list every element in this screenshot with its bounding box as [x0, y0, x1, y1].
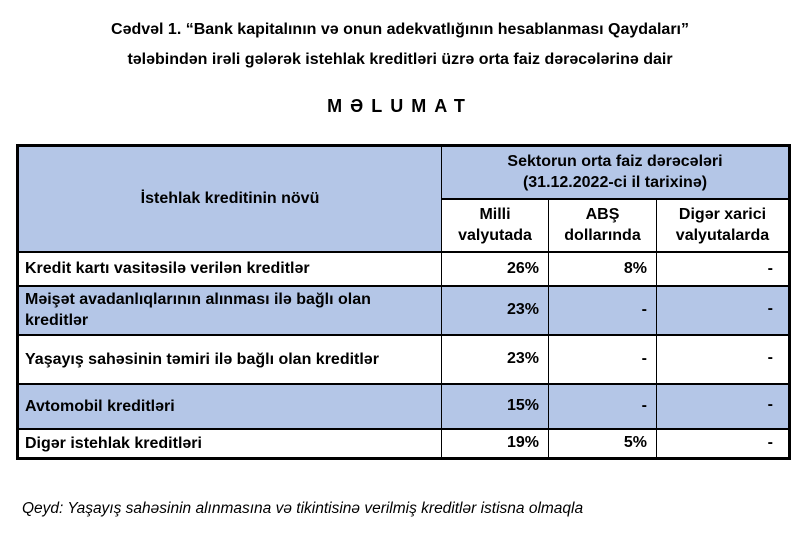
table-row [18, 429, 790, 459]
page-title-line1: Cədvəl 1. “Bank kapitalının və onun adekvatlığının hesablanması Qaydaları” [111, 21, 689, 38]
usd-value-cell: 5% [549, 429, 657, 459]
milli-value-cell: 23% [442, 286, 549, 335]
column-header-group-line2: (31.12.2022-ci il tarixinə) [522, 174, 708, 192]
milli-value-cell: 26% [442, 252, 549, 286]
other-value-cell: - [657, 286, 790, 335]
milli-value-cell: 23% [442, 335, 549, 384]
header-row-group [18, 146, 790, 199]
section-heading: MƏLUMAT [327, 96, 473, 116]
column-header-group [442, 146, 790, 199]
row-label-cell: Kredit kartı vasitəsilə verilən kreditlər [18, 252, 442, 286]
milli-value-cell: 15% [442, 384, 549, 429]
milli-value-cell: 19% [442, 429, 549, 459]
usd-value-cell: - [549, 384, 657, 429]
page-title [0, 0, 800, 75]
row-label-cell: Yaşayış sahəsinin təmiri ilə bağlı olan kreditlər [18, 335, 442, 384]
row-label-cell: Məişət avadanlıqlarının alınması ilə bağlı olan kreditlər [18, 286, 442, 335]
page-title-line2: tələbindən irəli gələrək istehlak kreditləri üzrə orta faiz dərəcələrinə dair [127, 51, 673, 68]
usd-value-cell: 8% [549, 252, 657, 286]
table-row [18, 335, 790, 384]
usd-value-cell: - [549, 286, 657, 335]
column-header-usd: ABŞ dollarında [549, 199, 657, 252]
usd-value-cell: - [549, 335, 657, 384]
other-value-cell: - [657, 384, 790, 429]
other-value-cell: - [657, 252, 790, 286]
column-header-group-line1: Sektorun orta faiz dərəcələri [507, 153, 723, 171]
table-row [18, 252, 790, 286]
column-header-other-currencies: Digər xarici valyutalarda [657, 199, 790, 252]
other-value-cell: - [657, 429, 790, 459]
table-row [18, 286, 790, 335]
rates-table [16, 144, 791, 460]
row-label-cell: Digər istehlak kreditləri [18, 429, 442, 459]
column-header-national-currency: Milli valyutada [442, 199, 549, 252]
column-header-credit-type: İstehlak kreditinin növü [18, 146, 442, 252]
row-label-cell: Avtomobil kreditləri [18, 384, 442, 429]
other-value-cell: - [657, 335, 790, 384]
table-row [18, 384, 790, 429]
footnote: Qeyd: Yaşayış sahəsinin alınmasına və tikintisinə verilmiş kreditlər istisna olmaqla [22, 500, 584, 517]
